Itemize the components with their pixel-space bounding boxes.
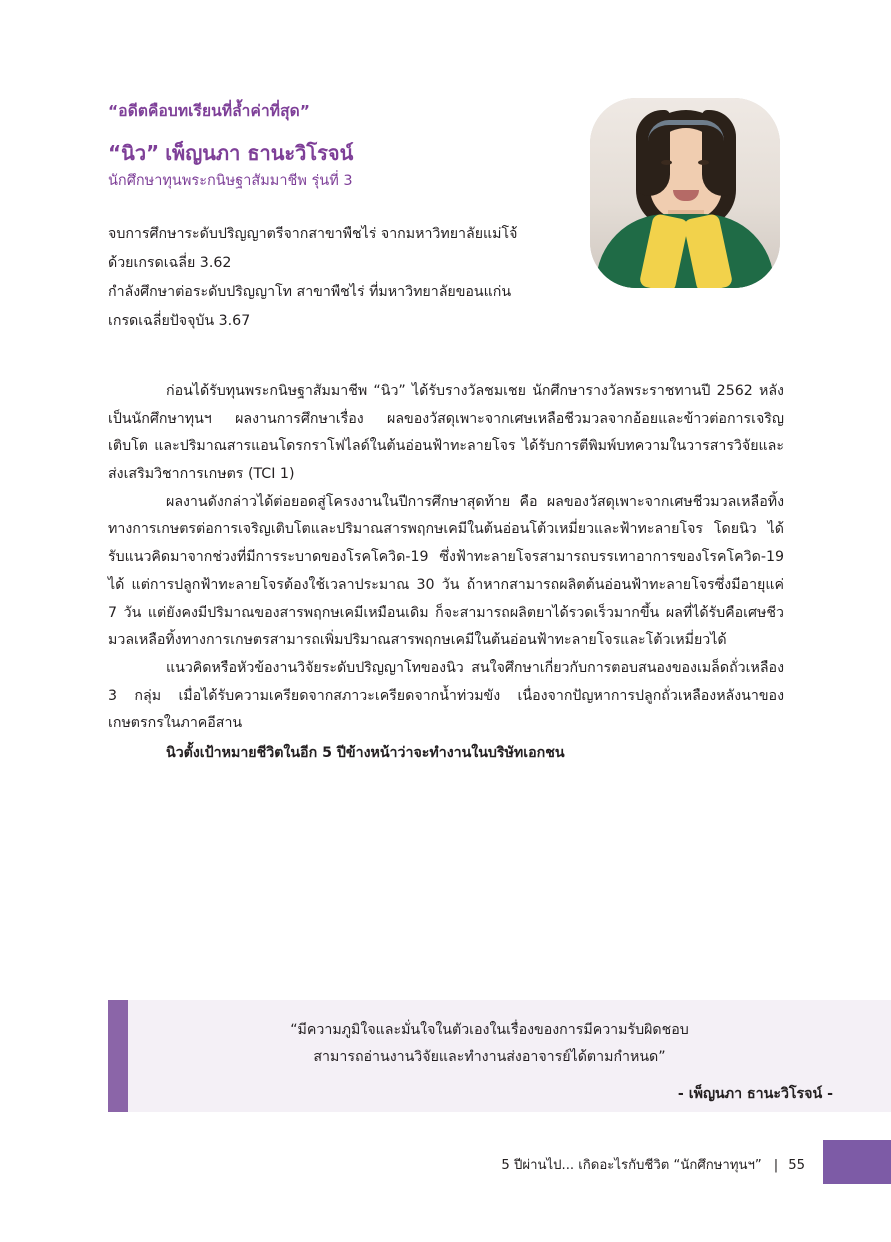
body-closing-line: นิวตั้งเป้าหมายชีวิตในอีก 5 ปีข้างหน้าว่าจะทำงานในบริษัทเอกชน	[166, 744, 565, 761]
footer-separator: |	[773, 1158, 779, 1173]
quote-line-1: “มีความภูมิใจและมั่นใจในตัวเองในเรื่องของการมีความรับผิดชอบ	[290, 1022, 689, 1038]
article-body	[108, 378, 784, 768]
person-role: นักศึกษาทุนพระกนิษฐาสัมมาชีพ รุ่นที่ 3	[108, 173, 353, 190]
education-details	[108, 220, 578, 336]
page-number: 55	[788, 1158, 805, 1173]
education-line-4: เกรดเฉลี่ยปัจจุบัน 3.67	[108, 313, 251, 330]
quote-accent-bar	[108, 1000, 128, 1112]
page-kicker: “อดีตคือบทเรียนที่ล้ำค่าที่สุด”	[108, 102, 311, 120]
body-paragraph-3: แนวคิดหรือหัวข้องานวิจัยระดับปริญญาโทของนิว สนใจศึกษาเกี่ยวกับการตอบสนองของเมล็ดถั่วเหลือง 3 กลุ่ม เมื่อได้รับความเครียดจากสภาวะเครียดจากน้ำท่วมขัง เนื่องจากปัญหาการปลูกถั่วเหลืองหลังนาของเกษตรกรในภาคอีสาน	[108, 659, 784, 732]
quote-line-2: สามารถอ่านงานวิจัยและทำงานส่งอาจารย์ได้ตามกำหนด”	[313, 1048, 666, 1065]
quote-box	[128, 1000, 891, 1112]
portrait-eye-left	[661, 160, 672, 165]
footer-color-tab	[823, 1140, 891, 1184]
education-line-3: กำลังศึกษาต่อระดับปริญญาโท สาขาพืชไร่ ที่มหาวิทยาลัยขอนแก่น	[108, 284, 512, 301]
education-line-2: ด้วยเกรดเฉลี่ย 3.62	[108, 255, 232, 272]
body-paragraph-2: ผลงานดังกล่าวได้ต่อยอดสู่โครงงานในปีการศึกษาสุดท้าย คือ ผลของวัสดุเพาะจากเศษชีวมวลเหลือทิ้งทางการเกษตรต่อการเจริญเติบโตและปริมาณสารพฤกษเคมีในต้นอ่อนโต้วเหมี่ยวและฟ้าทะลายโจร โดยนิว ได้รับแนวคิดมาจากช่วงที่มีการระบาดของโรคโควิด-19 ซึ่งฟ้าทะลายโจรสามารถบรรเทาอาการของโรคโควิด-19 ได้ แต่การปลูกฟ้าทะลายโจรต้องใช้เวลาประมาณ 30 วัน ถ้าหากสามารถผลิตต้นอ่อนฟ้าทะลายโจรซึ่งมีอายุแค่ 7 วัน แต่ยังคงมีปริมาณของสารพฤกษเคมีเหมือนเดิม ก็จะสามารถผลิตยาได้รวดเร็วมากขึ้น ผลที่ได้รับคือเศษชีวมวลเหลือทิ้งทางการเกษตรสามารถเพิ่มปริมาณสารพฤกษเคมีในต้นอ่อนฟ้าทะลายโจรและโต้วเหมี่ยวได้	[108, 493, 784, 649]
body-paragraph-1: ก่อนได้รับทุนพระกนิษฐาสัมมาชีพ “นิว” ได้รับรางวัลชมเชย นักศึกษารางวัลพระราชทานปี 2562 หลังเป็นนักศึกษาทุนฯ ผลงานการศึกษาเรื่อง ผลของวัสดุเพาะจากเศษเหลือชีวมวลจากอ้อยและข้าวต่อการเจริญเติบโต และปริมาณสารแอนโดรกราโฟไลด์ในต้นอ่อนฟ้าทะลายโจร ได้รับการตีพิมพ์บทความในวารสารวิจัยและส่งเสริมวิชาการเกษตร (TCI 1)	[108, 383, 784, 483]
header-block	[108, 100, 578, 193]
pull-quote	[108, 1000, 891, 1112]
page-footer	[0, 1152, 891, 1192]
person-nickname: “นิว”	[108, 141, 160, 166]
page-title	[108, 139, 578, 167]
portrait-photo	[590, 98, 780, 288]
person-fullname: เพ็ญนภา ธานะวิโรจน์	[165, 141, 354, 166]
footer-content	[501, 1154, 805, 1175]
portrait-eye-right	[698, 160, 709, 165]
portrait-sunglasses	[648, 120, 724, 141]
education-line-1: จบการศึกษาระดับปริญญาตรีจากสาขาพืชไร่ จากมหาวิทยาลัยแม่โจ้	[108, 226, 518, 242]
footer-title: 5 ปีผ่านไป... เกิดอะไรกับชีวิต “นักศึกษาทุนฯ”	[501, 1158, 762, 1173]
quote-attribution: - เพ็ญนภา ธานะวิโรจน์ -	[677, 1085, 833, 1102]
